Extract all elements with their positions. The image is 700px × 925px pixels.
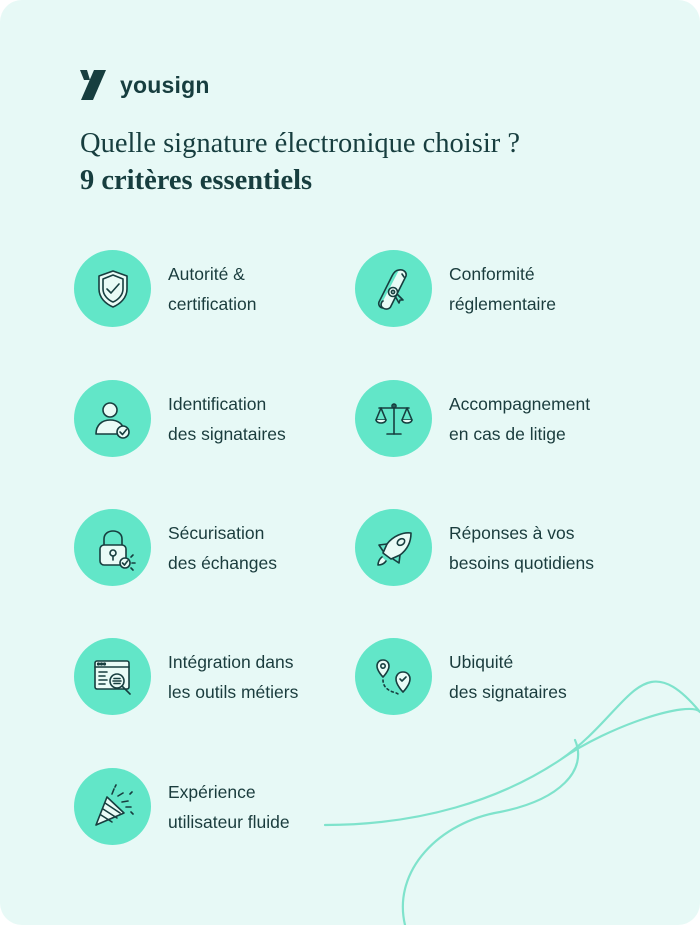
criterion-label: Ubiquité des signataires bbox=[449, 652, 567, 702]
criterion-security bbox=[74, 509, 277, 586]
title-line-2: 9 critères essentiels bbox=[80, 165, 313, 196]
criterion-label: Conformité réglementaire bbox=[449, 264, 556, 314]
criterion-label: Autorité & certification bbox=[168, 264, 257, 314]
yousign-logo-icon bbox=[80, 68, 106, 102]
location-pins-icon bbox=[355, 638, 432, 715]
criterion-daily-needs bbox=[355, 509, 594, 586]
party-popper-icon bbox=[74, 768, 151, 845]
rocket-icon bbox=[355, 509, 432, 586]
criterion-label: Sécurisation des échanges bbox=[168, 523, 277, 573]
criterion-user-experience bbox=[74, 768, 290, 845]
brand-name: yousign bbox=[120, 71, 210, 98]
shield-check-icon bbox=[74, 250, 151, 327]
criterion-label: Accompagnement en cas de litige bbox=[449, 394, 591, 444]
criterion-support bbox=[355, 380, 590, 457]
padlock-icon bbox=[74, 509, 151, 586]
criterion-identification bbox=[74, 380, 286, 457]
scales-icon bbox=[355, 380, 432, 457]
criterion-label: Réponses à vos besoins quotidiens bbox=[449, 523, 594, 573]
criterion-compliance bbox=[355, 250, 556, 327]
criterion-label: Identification des signataires bbox=[168, 394, 286, 444]
user-check-icon bbox=[74, 380, 151, 457]
criterion-integration bbox=[74, 638, 298, 715]
criterion-label: Expérience utilisateur fluide bbox=[168, 782, 290, 832]
criterion-label: Intégration dans les outils métiers bbox=[168, 652, 299, 702]
browser-magnifier-icon bbox=[74, 638, 151, 715]
criterion-ubiquity bbox=[355, 638, 567, 715]
page-title bbox=[80, 126, 520, 200]
brand-logo bbox=[80, 68, 210, 102]
criterion-authority bbox=[74, 250, 257, 327]
certificate-scroll-icon bbox=[355, 250, 432, 327]
title-line-1: Quelle signature électronique choisir ? bbox=[80, 128, 520, 159]
